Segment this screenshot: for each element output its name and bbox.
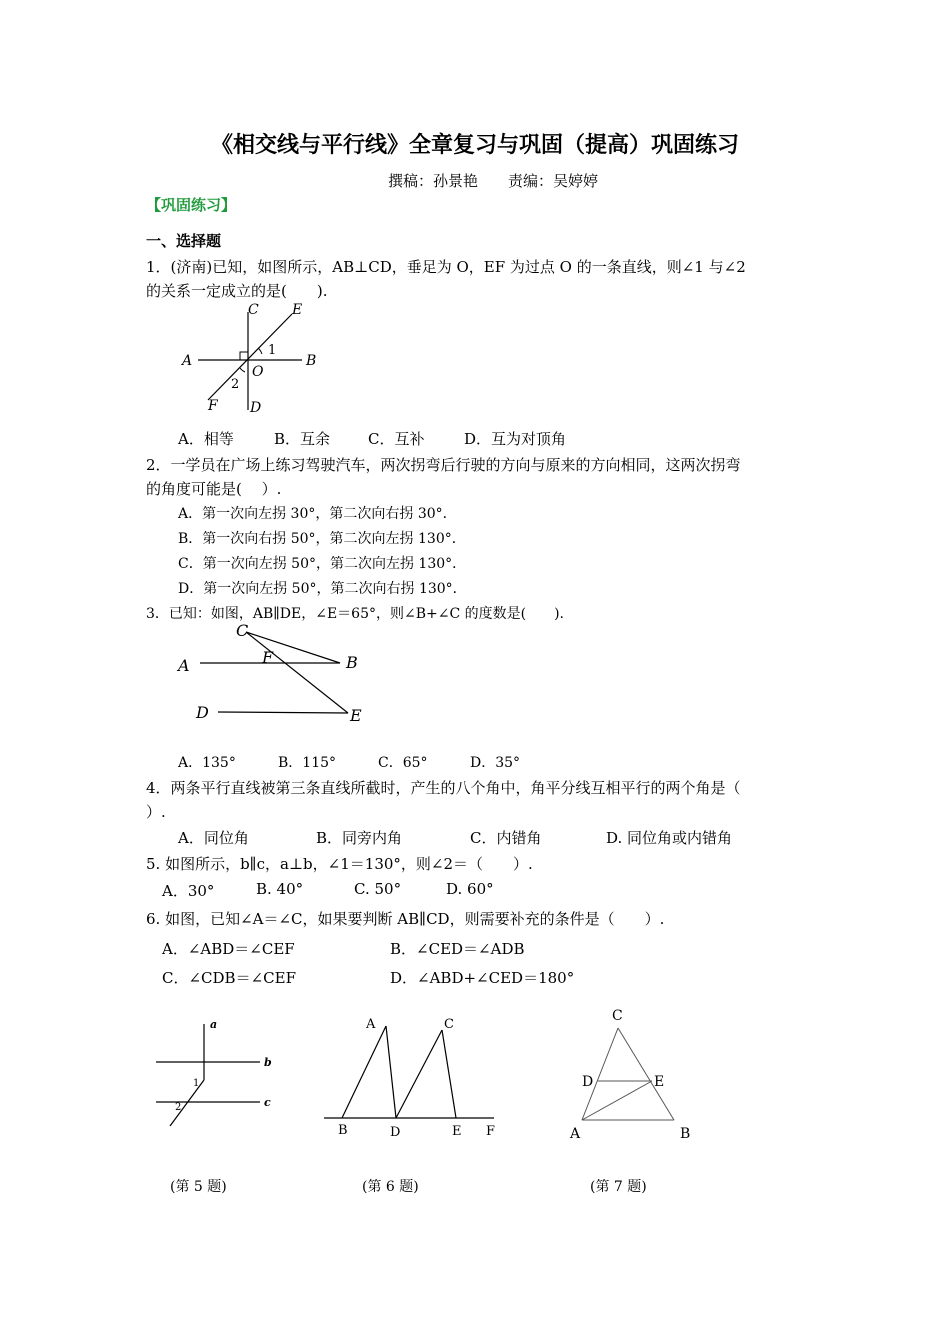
fig5-figure (150, 1012, 280, 1132)
label-d: D (390, 1125, 401, 1140)
label-e: E (292, 302, 303, 318)
label-angle2: 2 (175, 1102, 182, 1113)
q6-option-a: A．∠ABD＝∠CEF (162, 940, 295, 958)
q2-option-b: B．第一次向右拐 50°，第二次向左拐 130°． (178, 531, 466, 547)
line-cb (618, 1028, 674, 1120)
label-a: a (210, 1018, 218, 1031)
label-c: C (236, 621, 249, 640)
label-angle1: 1 (268, 343, 277, 358)
q5-line1: 5. 如图所示，b∥c，a⊥b，∠1＝130°，则∠2＝（ ）. (146, 855, 533, 873)
q4-line2: ）. (146, 803, 166, 821)
label-a: A (178, 656, 190, 675)
label-b: b (264, 1056, 272, 1069)
angle2-arc (240, 368, 245, 372)
fig7-caption: (第 7 题) (590, 1179, 647, 1195)
q3-line1: 3．已知：如图，AB∥DE，∠E＝65°，则∠B+∠C 的度数是( ). (146, 606, 564, 622)
q1-option-d: D．互为对顶角 (464, 430, 567, 448)
label-f: F (208, 398, 218, 414)
page-title: 《相交线与平行线》全章复习与巩固（提高）巩固练习 (210, 132, 739, 158)
q3-option-c: C．65° (378, 755, 428, 771)
angle1-arc (258, 348, 262, 354)
q4-line1: 4．两条平行直线被第三条直线所截时，产生的八个角中，角平分线互相平行的两个角是（ (146, 779, 741, 797)
q1-option-a: A．相等 (178, 430, 234, 448)
line-cb (246, 632, 340, 663)
label-angle1: 1 (193, 1078, 200, 1089)
label-c: C (612, 1008, 623, 1024)
label-o: O (252, 364, 264, 380)
label-a: A (570, 1126, 581, 1142)
q5-option-c: C. 50° (354, 880, 402, 898)
q5-option-a: A．30° (162, 882, 215, 900)
q4-option-d: D. 同位角或内错角 (606, 829, 733, 847)
right-angle-mark (240, 352, 248, 360)
label-b: B (680, 1126, 691, 1142)
byline: 撰稿：孙景艳 责编：吴婷婷 (388, 172, 599, 190)
line-ad (386, 1026, 396, 1118)
q1-option-b: B．互余 (274, 430, 331, 448)
fig6-figure (320, 1012, 505, 1140)
q3-option-d: D．35° (470, 755, 521, 771)
label-e: E (654, 1074, 665, 1090)
q1-figure (170, 298, 330, 420)
label-f: F (262, 648, 274, 667)
label-b: B (306, 353, 317, 369)
q4-option-a: A．同位角 (178, 829, 249, 847)
label-c: C (248, 302, 259, 318)
part-heading: 一、选择题 (146, 232, 222, 250)
label-a: A (366, 1017, 376, 1032)
q2-option-d: D．第一次向左拐 50°，第二次向右拐 130°． (178, 581, 467, 597)
q4-option-c: C．内错角 (470, 829, 542, 847)
q6-option-c: C．∠CDB＝∠CEF (162, 969, 296, 987)
label-a: A (182, 353, 193, 369)
label-f: F (486, 1124, 496, 1139)
fig5-caption: (第 5 题) (170, 1179, 227, 1195)
line-ba (342, 1026, 386, 1118)
q5-option-d: D. 60° (446, 880, 494, 898)
q2-line2: 的角度可能是( ）. (146, 480, 282, 498)
label-c: C (444, 1017, 454, 1032)
fig7-figure (564, 1002, 704, 1142)
q1-line1: 1．(济南)已知，如图所示，AB⊥CD，垂足为 O，EF 为过点 O 的一条直线，则∠1 与∠2 (146, 258, 746, 276)
line-de (218, 712, 348, 713)
q3-figure (170, 620, 380, 732)
line-ef (208, 314, 292, 400)
label-b: B (346, 653, 358, 672)
line-ce (246, 632, 348, 713)
label-d: D (582, 1074, 594, 1090)
section-heading: 【巩固练习】 (146, 196, 237, 214)
label-b: B (338, 1123, 348, 1138)
line-ce (442, 1030, 456, 1118)
label-c: c (264, 1096, 271, 1109)
fig6-caption: (第 6 题) (362, 1179, 419, 1195)
q6-option-b: B．∠CED＝∠ADB (390, 940, 525, 958)
q2-line1: 2．一学员在广场上练习驾驶汽车，两次拐弯后行驶的方向与原来的方向相同，这两次拐弯 (146, 456, 741, 474)
label-d: D (250, 400, 262, 416)
q5-option-b: B. 40° (256, 880, 304, 898)
q1-option-c: C．互补 (368, 430, 425, 448)
q2-option-a: A．第一次向左拐 30°，第二次向右拐 30°． (178, 506, 457, 522)
line-dc (396, 1030, 442, 1118)
label-angle2: 2 (231, 377, 240, 392)
q6-line1: 6. 如图，已知∠A＝∠C，如果要判断 AB∥CD，则需要补充的条件是（ ）. (146, 910, 665, 928)
label-d: D (196, 703, 209, 722)
q3-option-a: A．135° (178, 755, 236, 771)
q2-option-c: C．第一次向左拐 50°，第二次向左拐 130°． (178, 556, 467, 572)
q3-option-b: B．115° (278, 755, 337, 771)
label-e: E (452, 1124, 462, 1139)
label-e: E (350, 706, 362, 725)
q1-line2: 的关系一定成立的是( ). (146, 282, 328, 300)
q6-option-d: D．∠ABD+∠CED＝180° (390, 969, 575, 987)
q4-option-b: B．同旁内角 (316, 829, 403, 847)
